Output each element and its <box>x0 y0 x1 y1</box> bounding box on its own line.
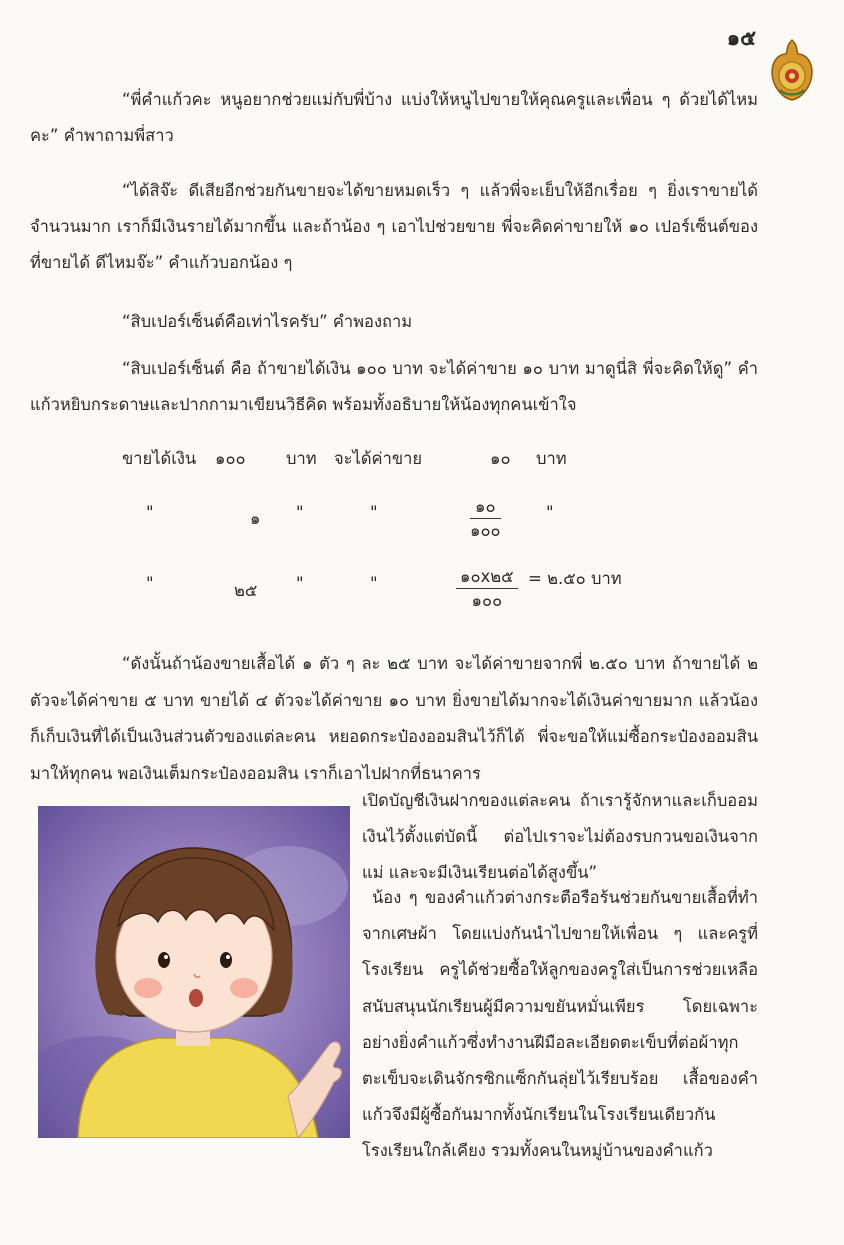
calc-row2-fraction <box>470 496 501 543</box>
side-paragraph-2: น้อง ๆ ของคำแก้วต่างกระตือรือร้นช่วยกันขายเสื้อที่ทำจากเศษผ้า โดยแบ่งกันนำไปขายให้เพื่อน ๆ และครูที่โรงเรียน ครูได้ช่วยซื้อให้ลูกของครูใส่เป็นการช่วยเหลือสนับสนุนนักเรียนผู้มีความขยันหมั่นเพียร โดยเฉพาะอย่างยิ่งคำแก้วซึ่งทำงานฝีมือละเอียดตะเข็บที่ต่อผ้าทุกตะเข็บจะเดินจักรซิกแซ็กกันลุ่ยไว้เรียบร้อย เสื้อของคำแก้วจึงมีผู้ซื้อกันมากทั้งนักเรียนในโรงเรียนเดียวกัน โรงเรียนใกล้เคียง รวมทั้งคนในหมู่บ้านของคำแก้ว <box>362 888 758 1161</box>
fraction-denominator: ๑๐๐ <box>470 521 501 540</box>
calc-row3-amount: ๒๕ <box>234 581 258 600</box>
calc-row2-ditto-3: " <box>370 503 378 522</box>
calc-row1-unit: บาท <box>286 449 317 468</box>
calc-row3-ditto-2: " <box>296 574 304 593</box>
girl-illustration <box>38 806 350 1138</box>
paragraph-3: “สิบเปอร์เซ็นต์คือเท่าไรครับ” คำพองถาม <box>122 312 413 331</box>
calc-row3-fraction <box>456 566 518 613</box>
calc-row3-result: = ๒.๕๐ บาท <box>528 569 622 588</box>
calc-row2-ditto-4: " <box>546 503 554 522</box>
paragraph-1: “พี่คำแก้วคะ หนูอยากช่วยแม่กับพี่บ้าง แบ่งให้หนูไปขายให้คุณครูและเพื่อน ๆ ด้วยได้ไหมคะ” คำพาถามพี่สาว <box>30 90 758 145</box>
calc-row3-ditto-1: " <box>146 574 154 593</box>
side-paragraph-1: เปิดบัญชีเงินฝากของแต่ละคน ถ้าเรารู้จักหาและเก็บออมเงินไว้ตั้งแต่บัดนี้ ต่อไปเราจะไม่ต้องรบกวนขอเงินจากแม่ และจะมีเงินเรียนต่อได้สูงขึ้น” <box>362 791 758 883</box>
calc-row1-value-unit: บาท <box>536 449 567 468</box>
calc-row2-amount: ๑ <box>250 509 261 528</box>
calc-row1-label: ขายได้เงิน <box>122 449 197 468</box>
calc-row1-amount: ๑๐๐ <box>215 449 246 468</box>
calc-row1-gets: จะได้ค่าขาย <box>334 449 423 468</box>
calc-row2-ditto-2: " <box>296 503 304 522</box>
page-number: ๑๕ <box>726 26 756 50</box>
fraction-numerator: ๑๐ <box>470 496 501 519</box>
calc-row2-ditto-1: " <box>146 503 154 522</box>
paragraph-4: “สิบเปอร์เซ็นต์ คือ ถ้าขายได้เงิน ๑๐๐ บาท จะได้ค่าขาย ๑๐ บาท มาดูนี่สิ พี่จะคิดให้ดู” คำแก้วหยิบกระดาษและปากกามาเขียนวิธีคิด พร้อมทั้งอธิบายให้น้องทุกคนเข้าใจ <box>30 359 758 414</box>
paragraph-5: “ดังนั้นถ้าน้องขายเสื้อได้ ๑ ตัว ๆ ละ ๒๕ บาท จะได้ค่าขายจากพี่ ๒.๕๐ บาท ถ้าขายได้ ๒ ตัวจะได้ค่าขาย ๕ บาท ขายได้ ๔ ตัวจะได้ค่าขาย ๑๐ บาท ยิ่งขายได้มากจะได้เงินค่าขายมาก แล้วน้องก็เก็บเงินที่ได้เป็นเงินส่วนตัวของแต่ละคน หยอดกระป๋องออมสินไว้ก็ได้ พี่จะขอให้แม่ซื้อกระป๋องออมสินมาให้ทุกคน พอเงินเต็มกระป๋องออมสิน เราก็เอาไปฝากที่ธนาคาร <box>30 654 758 783</box>
fraction-numerator: ๑๐x๒๕ <box>456 566 518 589</box>
calc-row1-value: ๑๐ <box>490 449 511 468</box>
school-emblem-icon <box>766 38 818 102</box>
paragraph-2: “ได้สิจ๊ะ ดีเสียอีกช่วยกันขายจะได้ขายหมดเร็ว ๆ แล้วพี่จะเย็บให้อีกเรื่อย ๆ ยิ่งเราขายได้จำนวนมาก เราก็มีเงินรายได้มากขึ้น และถ้าน้อง ๆ เอาไปช่วยขาย พี่จะคิดค่าขายให้ ๑๐ เปอร์เซ็นต์ของที่ขายได้ ดีไหมจ๊ะ” คำแก้วบอกน้อง ๆ <box>30 181 758 272</box>
fraction-denominator: ๑๐๐ <box>471 591 503 610</box>
calc-row3-ditto-3: " <box>370 574 378 593</box>
